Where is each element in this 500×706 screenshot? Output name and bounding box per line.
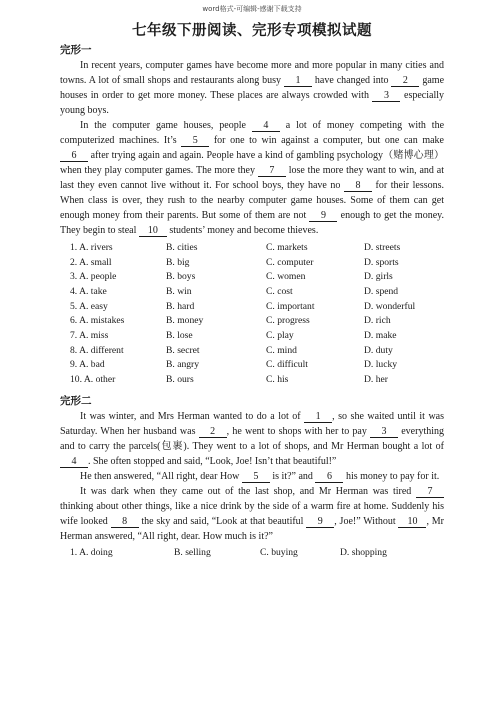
option-choice: C. difficult [266,359,308,371]
paragraph-text: . She often stopped and said, “Look, Joe! Isn’t that beautiful!” [88,455,337,467]
paragraph-text: In recent years, computer games have become more and more popular in many cities and towns. A lot of small shops and restaurants along busy [60,60,444,86]
paragraph-text: is it?” and [269,470,316,482]
option-choice: 10. A. other [70,374,116,386]
paragraph [60,58,444,118]
page-title: 七年级下册阅读、完形专项模拟试题 [132,22,372,39]
blank-1: 1 [284,75,312,87]
option-choice: B. selling [174,547,211,559]
option-row [70,255,444,270]
option-choice: B. big [166,256,190,268]
paragraph-text: have changed into [311,75,392,86]
option-choice: D. shopping [340,547,387,559]
blank-4: 4 [252,120,280,132]
blank-5: 5 [242,471,270,483]
paragraph-text: his money to pay for it. [343,470,440,482]
paragraph-text: He then answered, “All right, dear How [80,470,242,482]
option-choice: C. progress [266,315,310,327]
section-cloze-2 [60,393,444,560]
option-choice: 1. A. rivers [70,241,113,253]
blank-6: 6 [60,150,88,162]
option-row [70,269,444,284]
blank-9: 9 [309,210,337,222]
option-choice: B. secret [166,344,200,356]
option-choice: 9. A. bad [70,359,105,371]
option-choice: 4. A. take [70,285,107,297]
option-choice: C. markets [266,241,308,253]
paragraph [60,469,444,484]
paragraph-text: , he went to shops with her to pay [226,425,371,437]
section-title: 完形二 [60,394,92,407]
paragraph-text: , Joe!” Without [334,515,399,527]
option-choice: D. rich [364,315,391,327]
option-choice: C. women [266,271,306,283]
paragraph-text: after trying again and again. People have a kind of gambling psychology（赌博心理）when they play computer games. The more they [60,150,444,176]
paragraph-text: a lot of money competing with the computerized machines. It’s [60,120,445,146]
section-cloze-1 [60,42,444,387]
option-choice: 8. A. different [70,344,124,356]
option-choice: D. duty [364,344,393,356]
paragraph [60,484,444,544]
option-choice: D. sports [364,256,399,268]
paragraph-text: for one to win against a computer, but one can make [209,135,444,146]
blank-1: 1 [304,411,332,423]
paragraph-text: especially young boys. [60,90,444,116]
options-list [70,546,444,560]
blank-7: 7 [416,486,444,498]
option-choice: D. lucky [364,359,398,371]
paragraph-text: In the computer game houses, people [80,120,252,131]
paragraph-text: lose the more they want to win, and at last they even cannot live without it. For school boys, they have no [60,165,444,191]
paragraph-text: for their lessons. When class is over, they rush to the nearby computer game houses. Some of them can get enough money from their parents. But some of them are not [60,180,444,221]
option-row [70,328,444,343]
blank-10: 10 [139,225,167,237]
paragraph-text: It was dark when they came out of the last shop, and Mr Herman was tired [80,485,416,497]
option-choice: 7. A. miss [70,329,109,341]
document-page [60,0,444,566]
blank-5: 5 [181,135,209,147]
paragraph-text: It was winter, and Mrs Herman wanted to do a lot of [80,410,305,422]
option-row [70,546,444,560]
option-row [70,240,444,255]
blank-3: 3 [370,426,398,438]
paragraph [60,409,444,469]
option-row [70,358,444,373]
option-choice: C. important [266,300,315,312]
option-choice: D. make [364,329,397,341]
option-choice: D. spend [364,285,399,297]
paragraph [60,118,444,238]
option-row [70,372,444,387]
option-choice: C. cost [266,285,293,297]
option-choice: B. money [166,315,204,327]
paragraph-text: thinking about other things, like a nice drink by the side of a warm fire at home. Suddenly his wife looked [60,500,444,527]
paragraph-text: , so she waited until it was Saturday. When her husband was [60,410,445,437]
option-choice: 2. A. small [70,256,112,268]
header-note: word格式-可编辑-感谢下载支持 [202,5,302,13]
option-choice: 5. A. easy [70,300,108,312]
paragraph-text: students’ money and become thieves. [166,225,319,236]
option-row [70,299,444,314]
option-choice: D. girls [364,271,393,283]
option-choice: C. computer [266,256,314,268]
option-choice: D. her [364,374,388,386]
option-row [70,343,444,358]
option-choice: B. angry [166,359,200,371]
blank-7: 7 [258,165,286,177]
option-choice: B. hard [166,300,195,312]
option-choice: C. buying [260,547,298,559]
paragraph-text: game houses in order to get more money. These places are always crowded with [60,75,445,101]
section-title: 完形一 [60,44,92,56]
options-list [70,240,444,387]
blank-3: 3 [372,90,400,102]
paragraph-text: enough to get the money. They begin to steal [60,210,445,236]
option-choice: C. his [266,374,289,386]
option-choice: B. boys [166,271,196,283]
option-choice: B. ours [166,374,194,386]
option-choice: B. win [166,285,192,297]
option-choice: D. streets [364,241,401,253]
option-choice: 6. A. mistakes [70,315,125,327]
option-choice: C. mind [266,344,297,356]
blank-8: 8 [344,180,372,192]
option-row [70,313,444,328]
blank-10: 10 [398,516,426,528]
paragraph-text: the sky and said, “Look at that beautiful [138,515,307,527]
blank-6: 6 [315,471,343,483]
option-choice: B. lose [166,329,193,341]
option-row [70,284,444,299]
blank-2: 2 [199,426,227,438]
blank-9: 9 [306,516,334,528]
blank-4: 4 [60,456,88,468]
paragraph-text: , Mr Herman answered, “All right, dear. How much is it?” [60,515,444,542]
option-choice: D. wonderful [364,300,416,312]
option-choice: 3. A. people [70,271,117,283]
paragraph-text: everything and to carry the parcels(包裹). They went to a lot of shops, and Mr Herman bought a lot of [60,425,444,452]
option-choice: 1. A. doing [70,547,113,559]
blank-8: 8 [111,516,139,528]
blank-2: 2 [391,75,419,87]
option-choice: C. play [266,329,294,341]
option-choice: B. cities [166,241,198,253]
